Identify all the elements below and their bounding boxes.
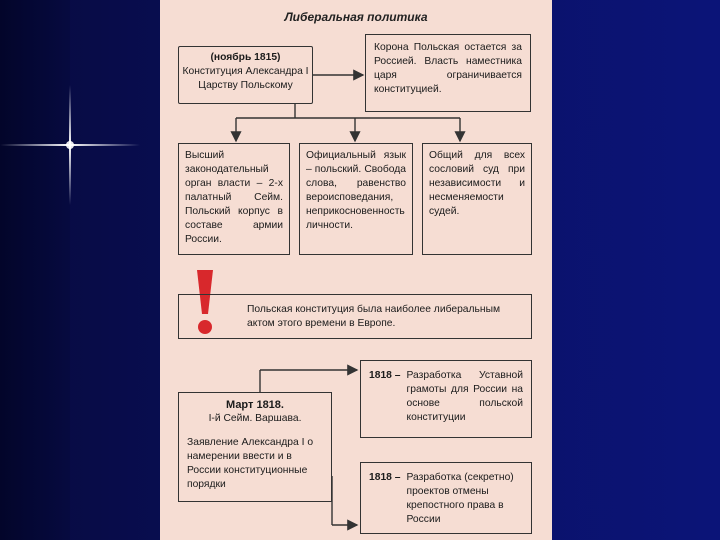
language-text: Официальный язык – польский. Свобода слова, равенство вероисповедания, неприкосновенность личности. bbox=[306, 150, 406, 231]
march-subheading: I-й Сейм. Варшава. bbox=[208, 413, 302, 424]
constitution-box bbox=[178, 46, 313, 104]
constitution-date: (ноябрь 1815) bbox=[210, 52, 281, 63]
march-body: Заявление Александра I о намерении ввести и в России конституционные порядки bbox=[187, 437, 314, 490]
serfdom-text: Разработка (секретно) проектов отмены крепостного права в России bbox=[406, 472, 514, 525]
court-box bbox=[422, 143, 532, 255]
crown-text: Корона Польская остается за Россией. Власть наместника царя ограничивается конституцией. bbox=[374, 42, 522, 95]
sparkle-decoration bbox=[0, 0, 160, 250]
serfdom-year: 1818 – bbox=[369, 472, 401, 483]
constitution-line2: Царству Польскому bbox=[198, 80, 293, 91]
court-text: Общий для всех сословий суд при независимости и несменяемости судей. bbox=[429, 150, 525, 217]
charter-year: 1818 – bbox=[369, 370, 401, 381]
charter-text: Разработка Уставной грамоты для России на основе польской конституции bbox=[406, 370, 523, 423]
constitution-line1: Конституция Александра I bbox=[182, 66, 309, 77]
march-box bbox=[178, 392, 332, 502]
crown-box bbox=[365, 34, 531, 112]
sejm-text: Высший законодательный орган власти – 2-х палатный Сейм. Польский корпус в составе армии России. bbox=[185, 150, 283, 245]
note-text: Польская конституция была наиболее либеральным актом этого времени в Европе. bbox=[247, 304, 501, 329]
language-box bbox=[299, 143, 413, 255]
march-heading: Март 1818. bbox=[226, 399, 284, 411]
charter-box bbox=[360, 360, 532, 438]
sejm-box bbox=[178, 143, 290, 255]
note-box bbox=[178, 294, 532, 339]
diagram-title: Либеральная политика bbox=[284, 10, 428, 24]
diagram-panel bbox=[160, 0, 552, 540]
serfdom-box bbox=[360, 462, 532, 534]
